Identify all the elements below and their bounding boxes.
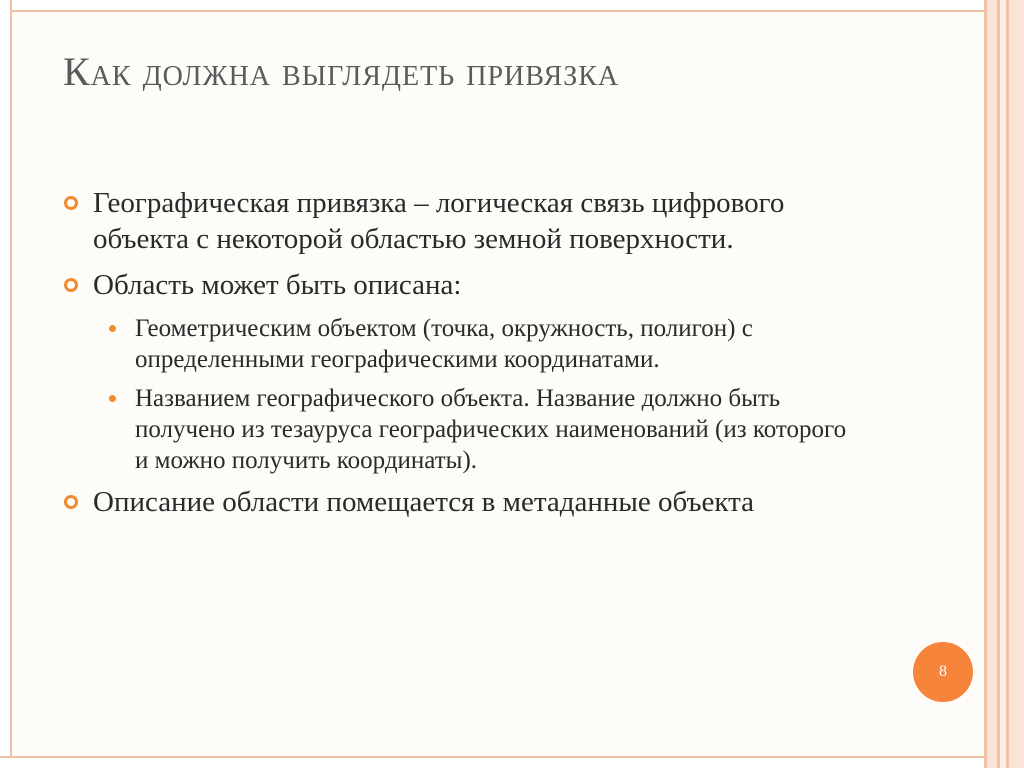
- slide-content: [60, 185, 860, 530]
- sub-bullet-item: [60, 383, 860, 476]
- bullet-item: [60, 185, 860, 257]
- sub-bullet-list: [60, 313, 860, 476]
- bullet-text: Географическая привязка – логическая связь цифрового объекта с некоторой областью земной поверхности.: [93, 187, 785, 255]
- frame-bottom-border: [0, 756, 984, 768]
- bullet-text: Описание области помещается в метаданные объекта: [93, 486, 755, 518]
- ring-bullet-icon: [64, 196, 78, 210]
- sub-bullet-text: Названием географического объекта. Название должно быть получено из тезауруса географических наименований (из которого и можно получить координаты).: [135, 385, 847, 474]
- dot-bullet-icon: [109, 325, 116, 332]
- dot-bullet-icon: [109, 395, 116, 402]
- decorative-stripes: [984, 0, 1024, 768]
- bullet-text: Область может быть описана:: [93, 269, 462, 301]
- slide-title: Как должна выглядеть привязка: [63, 49, 620, 94]
- bullet-item: [60, 267, 860, 303]
- frame-left-border: [0, 0, 12, 768]
- ring-bullet-icon: [64, 278, 78, 292]
- ring-bullet-icon: [64, 495, 78, 509]
- page-number-badge: 8: [913, 642, 973, 702]
- frame-top-border: [0, 0, 984, 12]
- sub-bullet-text: Геометрическим объектом (точка, окружность, полигон) с определенными географическими координатами.: [135, 315, 753, 373]
- sub-bullet-item: [60, 313, 860, 375]
- bullet-item: [60, 484, 860, 520]
